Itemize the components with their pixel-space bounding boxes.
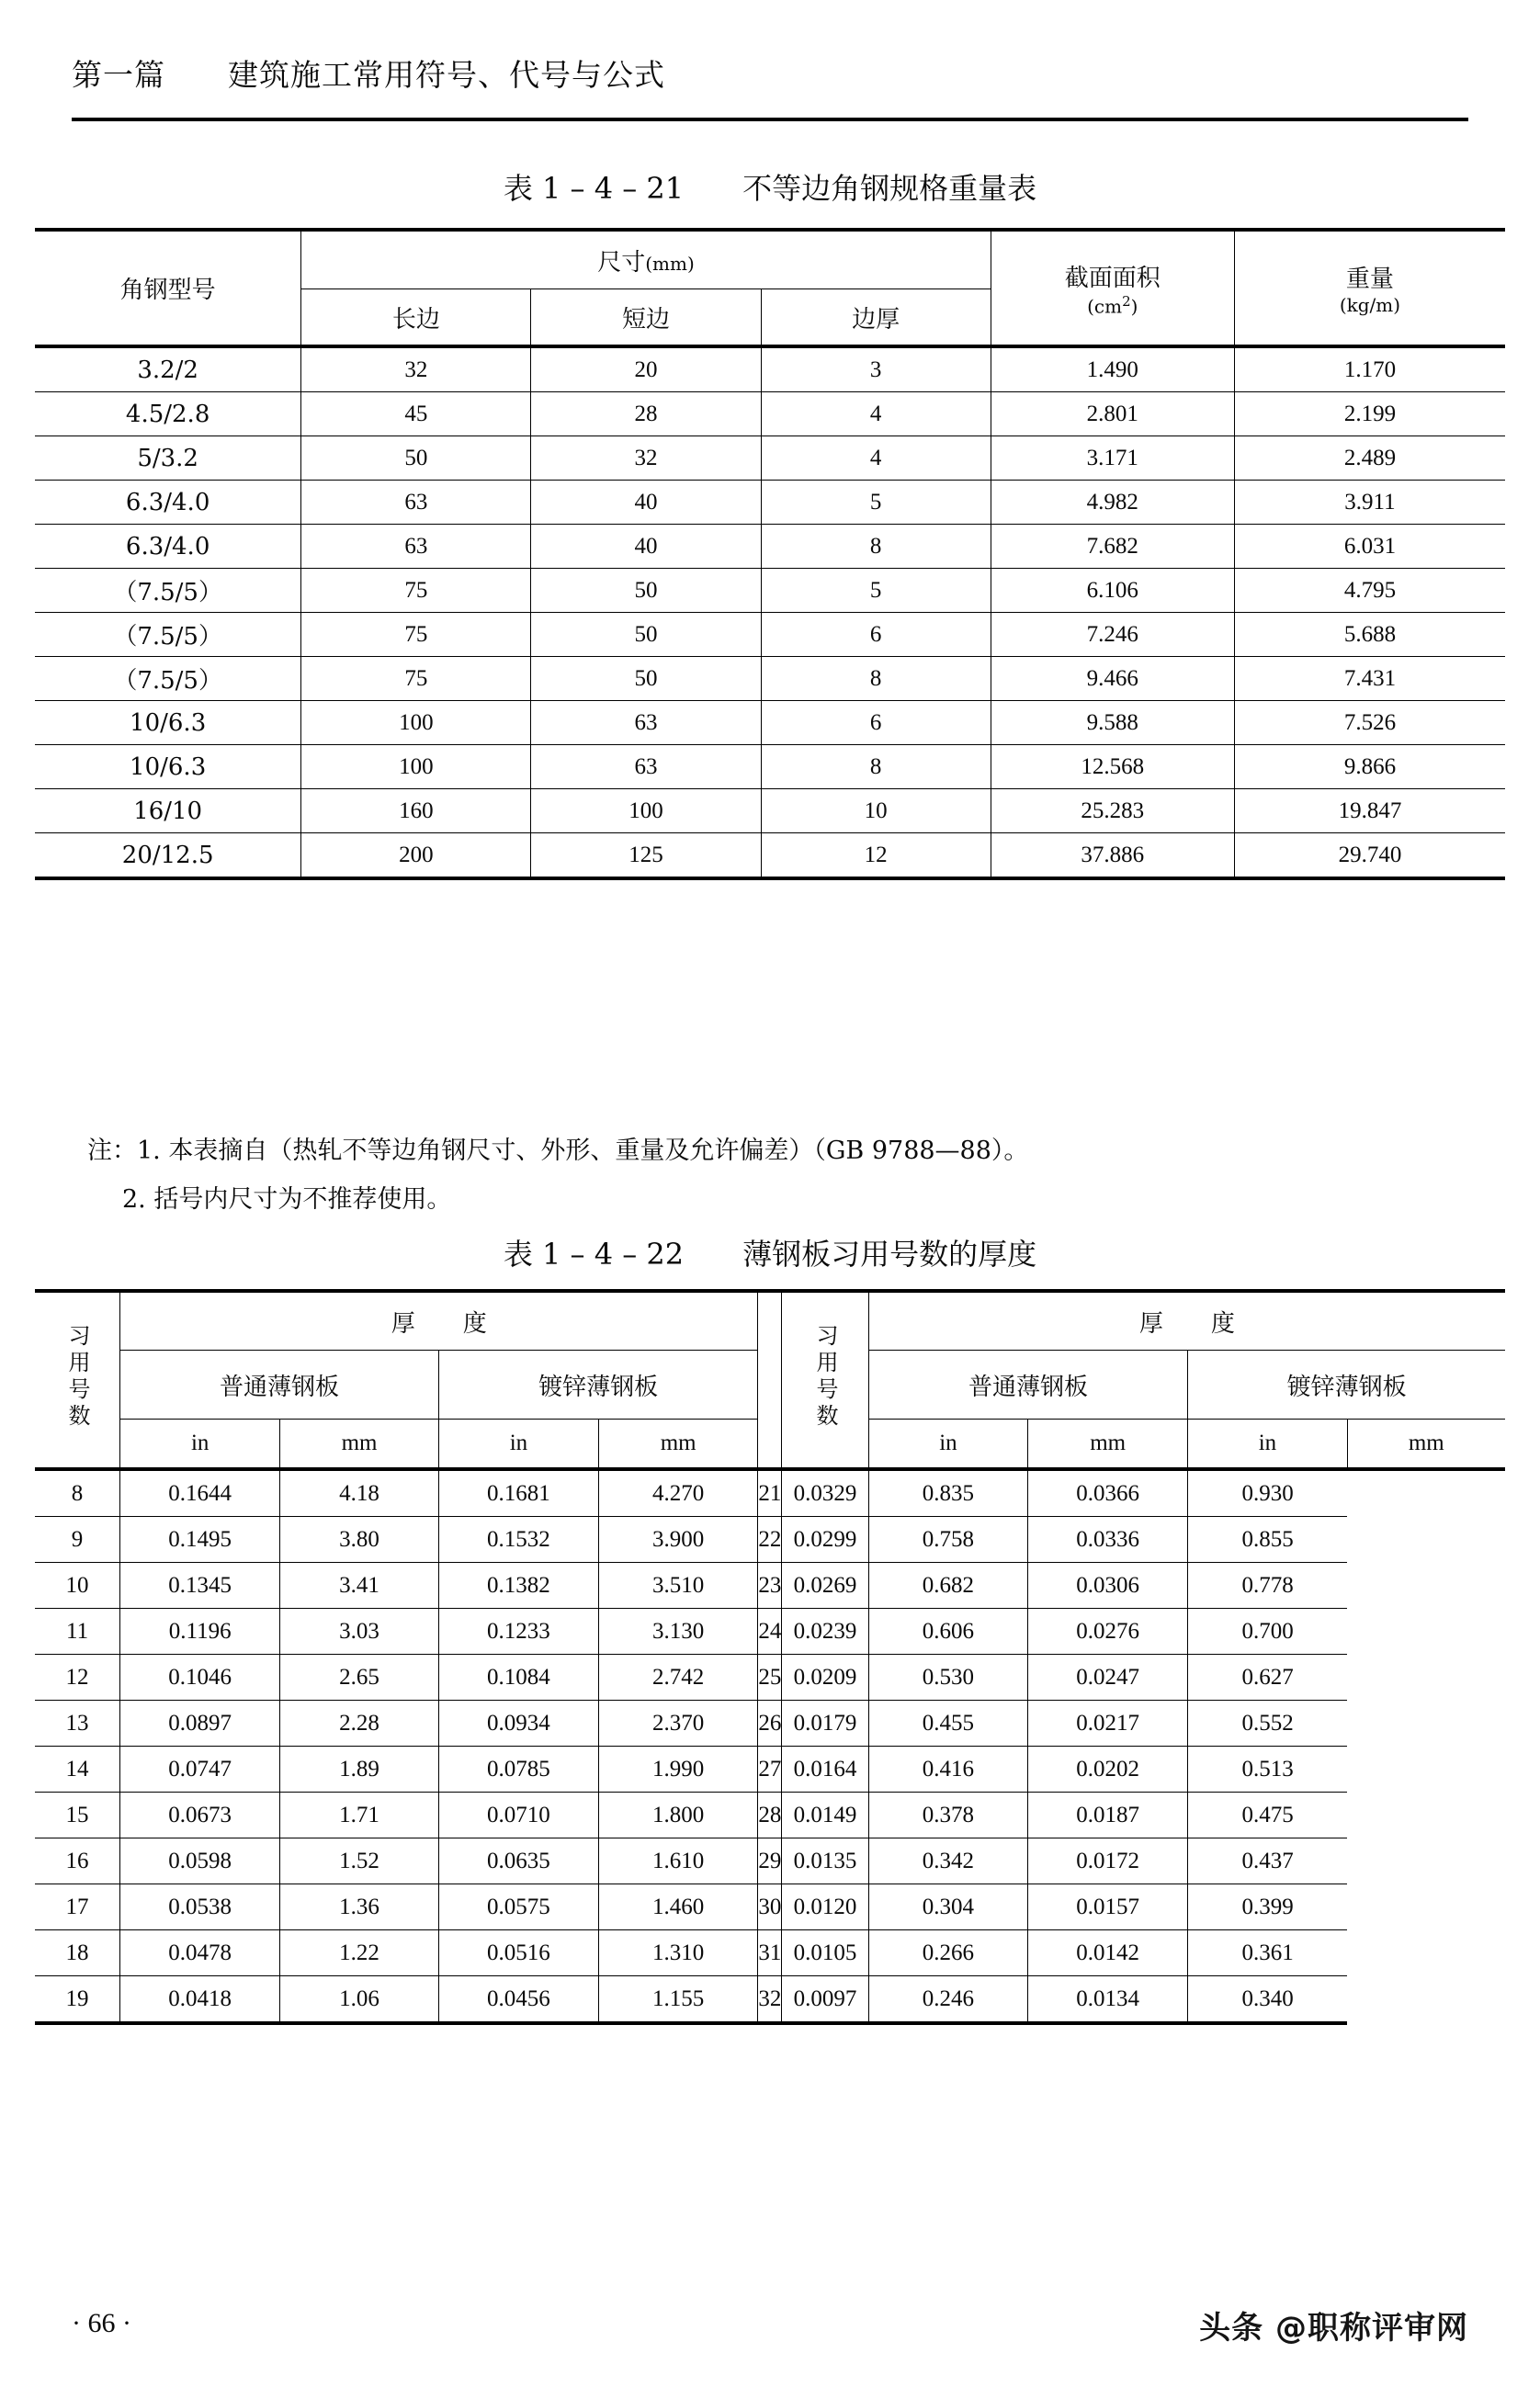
header-plain-in-left: in [120,1420,280,1470]
cell-model: 4.5/2.8 [35,392,301,436]
cell-galv-mm-left: 3.510 [598,1563,757,1609]
cell-plain-mm-right: 0.304 [868,1884,1027,1930]
cell-weight: 9.866 [1234,745,1505,789]
cell-number-right: 21 [758,1469,782,1517]
cell-plain-mm-left: 1.52 [280,1838,439,1884]
table-row [35,1793,1505,1838]
cell-weight: 2.489 [1234,436,1505,481]
header-thickness-group-right: 厚 度 [868,1291,1505,1351]
cell-galv-mm-left: 1.155 [598,1976,757,2024]
cell-plain-in-right: 0.0209 [782,1655,868,1701]
cell-short-side: 28 [531,392,761,436]
cell-area: 25.283 [991,789,1234,833]
cell-galv-mm-left: 1.800 [598,1793,757,1838]
cell-short-side: 50 [531,657,761,701]
cell-short-side: 50 [531,613,761,657]
table-row [35,1838,1505,1884]
cell-number-left: 8 [35,1469,120,1517]
cell-plain-in-left: 0.1345 [120,1563,280,1609]
cell-long-side: 200 [301,833,531,879]
cell-plain-mm-right: 0.835 [868,1469,1027,1517]
cell-area: 7.246 [991,613,1234,657]
cell-number-right: 24 [758,1609,782,1655]
table-1421-header-row-1 [35,230,1505,289]
cell-weight: 19.847 [1234,789,1505,833]
table-1421 [35,228,1505,880]
cell-number-left: 15 [35,1793,120,1838]
cell-plain-in-right: 0.0135 [782,1838,868,1884]
running-head-text: 第一篇 建筑施工常用符号、代号与公式 [72,57,665,93]
cell-plain-in-right: 0.0329 [782,1469,868,1517]
table-1421-note-2: 2. 括号内尺寸为不推荐使用。 [122,1185,452,1214]
cell-thickness: 8 [761,745,991,789]
cell-short-side: 63 [531,701,761,745]
cell-model: 6.3/4.0 [35,481,301,525]
cell-plain-mm-left: 4.18 [280,1469,439,1517]
cell-galv-in-right: 0.0134 [1028,1976,1188,2024]
cell-weight: 5.688 [1234,613,1505,657]
cell-galv-in-right: 0.0217 [1028,1701,1188,1747]
cell-galv-in-right: 0.0142 [1028,1930,1188,1976]
cell-plain-mm-right: 0.606 [868,1609,1027,1655]
cell-plain-mm-right: 0.342 [868,1838,1027,1884]
cell-plain-in-left: 0.0673 [120,1793,280,1838]
cell-galv-mm-left: 1.460 [598,1884,757,1930]
cell-long-side: 75 [301,657,531,701]
cell-plain-mm-left: 1.06 [280,1976,439,2024]
running-head [72,57,1468,94]
cell-galv-mm-right: 0.700 [1188,1609,1347,1655]
header-thickness: 边厚 [761,289,991,347]
cell-number-left: 12 [35,1655,120,1701]
cell-short-side: 50 [531,569,761,613]
header-area-unit-suffix: ) [1130,295,1138,318]
header-area-label: 截面面积 [1064,264,1161,292]
cell-number-left: 9 [35,1517,120,1563]
cell-plain-mm-left: 1.89 [280,1747,439,1793]
header-galvanized-plate-right: 镀锌薄钢板 [1188,1351,1505,1420]
cell-galv-mm-left: 2.742 [598,1655,757,1701]
cell-thickness: 8 [761,657,991,701]
cell-model: （7.5/5） [35,569,301,613]
table-row [35,1884,1505,1930]
table-row [35,1609,1505,1655]
cell-number-right: 30 [758,1884,782,1930]
cell-thickness: 4 [761,436,991,481]
cell-galv-in-left: 0.1532 [438,1517,598,1563]
table-row [35,392,1505,436]
cell-galv-in-left: 0.0456 [438,1976,598,2024]
header-weight [1234,230,1505,346]
cell-model: （7.5/5） [35,613,301,657]
cell-model: 3.2/2 [35,346,301,392]
cell-galv-mm-right: 0.340 [1188,1976,1347,2024]
cell-galv-mm-right: 0.552 [1188,1701,1347,1747]
cell-number-left: 17 [35,1884,120,1930]
cell-weight: 4.795 [1234,569,1505,613]
cell-galv-mm-right: 0.855 [1188,1517,1347,1563]
cell-galv-in-right: 0.0157 [1028,1884,1188,1930]
cell-plain-in-left: 0.0598 [120,1838,280,1884]
cell-weight: 1.170 [1234,346,1505,392]
cell-galv-in-left: 0.0710 [438,1793,598,1838]
cell-number-left: 18 [35,1930,120,1976]
cell-area: 37.886 [991,833,1234,879]
cell-area: 12.568 [991,745,1234,789]
cell-plain-in-left: 0.1495 [120,1517,280,1563]
cell-galv-in-left: 0.1681 [438,1469,598,1517]
cell-plain-mm-right: 0.758 [868,1517,1027,1563]
cell-galv-in-left: 0.0635 [438,1838,598,1884]
cell-number-right: 28 [758,1793,782,1838]
cell-number-right: 22 [758,1517,782,1563]
cell-thickness: 6 [761,701,991,745]
cell-model: 16/10 [35,789,301,833]
running-head-rule [72,118,1468,121]
cell-plain-mm-left: 2.28 [280,1701,439,1747]
table-row [35,657,1505,701]
header-galv-in-left: in [438,1420,598,1470]
cell-galv-in-right: 0.0306 [1028,1563,1188,1609]
cell-number-right: 32 [758,1976,782,2024]
cell-number-right: 23 [758,1563,782,1609]
cell-short-side: 125 [531,833,761,879]
cell-galv-in-left: 0.0516 [438,1930,598,1976]
table-row [35,789,1505,833]
cell-number-left: 14 [35,1747,120,1793]
cell-plain-mm-right: 0.682 [868,1563,1027,1609]
table-row [35,1563,1505,1609]
cell-area: 3.171 [991,436,1234,481]
cell-galv-mm-right: 0.437 [1188,1838,1347,1884]
table-1422-header-row-1 [35,1291,1505,1351]
cell-plain-mm-left: 1.22 [280,1930,439,1976]
cell-short-side: 63 [531,745,761,789]
header-dimension-group [301,230,991,289]
cell-thickness: 5 [761,569,991,613]
header-plain-plate-left: 普通薄钢板 [120,1351,439,1420]
table-row [35,569,1505,613]
header-galvanized-plate-left: 镀锌薄钢板 [438,1351,758,1420]
cell-galv-in-right: 0.0187 [1028,1793,1188,1838]
cell-galv-in-right: 0.0276 [1028,1609,1188,1655]
cell-plain-in-left: 0.1644 [120,1469,280,1517]
cell-thickness: 8 [761,525,991,569]
table-row [35,1976,1505,2024]
table-row [35,701,1505,745]
cell-plain-in-left: 0.0897 [120,1701,280,1747]
table-1422-caption: 表 1 – 4 – 22 薄钢板习用号数的厚度 [503,1237,1037,1272]
header-dimension-unit: (mm) [645,252,695,275]
table-row [35,1930,1505,1976]
cell-area: 9.466 [991,657,1234,701]
cell-galv-mm-left: 1.990 [598,1747,757,1793]
header-galv-mm-left: mm [598,1420,757,1470]
cell-plain-in-left: 0.0538 [120,1884,280,1930]
header-long-side: 长边 [301,289,531,347]
cell-galv-in-right: 0.0202 [1028,1747,1188,1793]
cell-plain-in-right: 0.0269 [782,1563,868,1609]
cell-galv-in-right: 0.0336 [1028,1517,1188,1563]
cell-long-side: 160 [301,789,531,833]
cell-thickness: 6 [761,613,991,657]
cell-model: （7.5/5） [35,657,301,701]
cell-long-side: 100 [301,745,531,789]
cell-number-left: 10 [35,1563,120,1609]
cell-plain-mm-right: 0.378 [868,1793,1027,1838]
header-dimension-label: 尺寸 [597,248,646,277]
cell-long-side: 32 [301,346,531,392]
cell-plain-in-left: 0.0478 [120,1930,280,1976]
cell-galv-in-left: 0.1233 [438,1609,598,1655]
table-1421-caption: 表 1 – 4 – 21 不等边角钢规格重量表 [503,171,1037,206]
cell-number-left: 11 [35,1609,120,1655]
cell-short-side: 100 [531,789,761,833]
cell-galv-in-right: 0.0247 [1028,1655,1188,1701]
cell-galv-in-left: 0.1382 [438,1563,598,1609]
cell-plain-in-left: 0.1046 [120,1655,280,1701]
table-row [35,346,1505,392]
cell-galv-mm-left: 1.610 [598,1838,757,1884]
cell-area: 4.982 [991,481,1234,525]
cell-plain-in-right: 0.0120 [782,1884,868,1930]
header-weight-label: 重量 [1345,266,1394,293]
cell-plain-in-right: 0.0097 [782,1976,868,2024]
cell-weight: 6.031 [1234,525,1505,569]
cell-plain-in-right: 0.0299 [782,1517,868,1563]
cell-model: 20/12.5 [35,833,301,879]
cell-plain-mm-right: 0.416 [868,1747,1027,1793]
cell-plain-mm-left: 1.71 [280,1793,439,1838]
cell-long-side: 75 [301,613,531,657]
table-row [35,436,1505,481]
cell-galv-in-left: 0.0934 [438,1701,598,1747]
cell-galv-mm-right: 0.361 [1188,1930,1347,1976]
cell-number-right: 27 [758,1747,782,1793]
cell-galv-mm-left: 4.270 [598,1469,757,1517]
cell-model: 6.3/4.0 [35,525,301,569]
cell-long-side: 100 [301,701,531,745]
watermark: 头条 @职称评审网 [1199,2310,1468,2347]
cell-plain-in-left: 0.0747 [120,1747,280,1793]
cell-weight: 2.199 [1234,392,1505,436]
header-weight-unit: (kg/m) [1339,294,1401,316]
cell-area: 9.588 [991,701,1234,745]
cell-number-right: 25 [758,1655,782,1701]
cell-plain-mm-right: 0.246 [868,1976,1027,2024]
cell-plain-in-right: 0.0239 [782,1609,868,1655]
table-row [35,1747,1505,1793]
cell-short-side: 20 [531,346,761,392]
center-divider [758,1291,782,1469]
header-plain-in-right: in [868,1420,1027,1470]
cell-thickness: 5 [761,481,991,525]
cell-galv-mm-right: 0.930 [1188,1469,1347,1517]
header-area-unit-sup: 2 [1122,292,1131,310]
table-row [35,745,1505,789]
header-number-left [35,1291,120,1469]
cell-plain-in-left: 0.1196 [120,1609,280,1655]
header-plain-plate-right: 普通薄钢板 [868,1351,1188,1420]
cell-long-side: 45 [301,392,531,436]
header-model: 角钢型号 [35,230,301,346]
header-plain-mm-left: mm [280,1420,439,1470]
cell-galv-mm-right: 0.778 [1188,1563,1347,1609]
cell-plain-in-left: 0.0418 [120,1976,280,2024]
cell-number-right: 26 [758,1701,782,1747]
header-number-right [782,1291,868,1469]
cell-galv-mm-left: 3.900 [598,1517,757,1563]
cell-galv-in-right: 0.0172 [1028,1838,1188,1884]
table-row [35,833,1505,879]
cell-short-side: 40 [531,525,761,569]
table-row [35,1655,1505,1701]
cell-galv-mm-left: 2.370 [598,1701,757,1747]
cell-area: 2.801 [991,392,1234,436]
cell-galv-mm-left: 1.310 [598,1930,757,1976]
cell-weight: 7.431 [1234,657,1505,701]
cell-number-left: 16 [35,1838,120,1884]
cell-plain-mm-right: 0.530 [868,1655,1027,1701]
table-row [35,481,1505,525]
cell-thickness: 10 [761,789,991,833]
header-area-unit [991,293,1234,318]
cell-plain-mm-right: 0.266 [868,1930,1027,1976]
cell-thickness: 12 [761,833,991,879]
cell-number-left: 19 [35,1976,120,2024]
cell-galv-in-left: 0.0575 [438,1884,598,1930]
cell-thickness: 4 [761,392,991,436]
cell-number-right: 29 [758,1838,782,1884]
header-area-unit-prefix: (cm [1087,295,1123,318]
cell-long-side: 63 [301,481,531,525]
cell-galv-in-left: 0.0785 [438,1747,598,1793]
cell-long-side: 50 [301,436,531,481]
table-1421-note-1: 注：1. 本表摘自（热轧不等边角钢尺寸、外形、重量及允许偏差）（GB 9788—88）。 [87,1137,1029,1165]
cell-area: 7.682 [991,525,1234,569]
cell-area: 1.490 [991,346,1234,392]
header-number-left-label: 习用号数 [64,1323,91,1431]
header-galv-mm-right: mm [1347,1420,1505,1470]
header-area [991,230,1234,346]
cell-model: 10/6.3 [35,701,301,745]
cell-long-side: 63 [301,525,531,569]
table-row [35,1517,1505,1563]
table-1422 [35,1289,1505,2025]
cell-plain-in-right: 0.0164 [782,1747,868,1793]
cell-number-left: 13 [35,1701,120,1747]
cell-thickness: 3 [761,346,991,392]
cell-galv-in-right: 0.0366 [1028,1469,1188,1517]
header-number-right-label: 习用号数 [812,1323,839,1431]
cell-plain-mm-left: 3.41 [280,1563,439,1609]
header-plain-mm-right: mm [1028,1420,1188,1470]
cell-galv-mm-right: 0.475 [1188,1793,1347,1838]
cell-galv-mm-right: 0.627 [1188,1655,1347,1701]
cell-plain-mm-left: 3.03 [280,1609,439,1655]
cell-weight: 3.911 [1234,481,1505,525]
cell-galv-mm-right: 0.399 [1188,1884,1347,1930]
table-row [35,1469,1505,1517]
cell-model: 10/6.3 [35,745,301,789]
cell-short-side: 40 [531,481,761,525]
cell-plain-mm-left: 2.65 [280,1655,439,1701]
cell-weight: 29.740 [1234,833,1505,879]
cell-long-side: 75 [301,569,531,613]
header-short-side: 短边 [531,289,761,347]
table-row [35,1701,1505,1747]
cell-plain-mm-left: 3.80 [280,1517,439,1563]
table-1422-body [35,1469,1505,2023]
cell-galv-mm-right: 0.513 [1188,1747,1347,1793]
table-row [35,613,1505,657]
cell-area: 6.106 [991,569,1234,613]
cell-plain-in-right: 0.0105 [782,1930,868,1976]
header-galv-in-right: in [1188,1420,1347,1470]
cell-plain-mm-left: 1.36 [280,1884,439,1930]
header-thickness-group-left: 厚 度 [120,1291,758,1351]
page-number: · 66 · [72,2308,131,2338]
cell-weight: 7.526 [1234,701,1505,745]
cell-plain-in-right: 0.0149 [782,1793,868,1838]
cell-galv-mm-left: 3.130 [598,1609,757,1655]
cell-model: 5/3.2 [35,436,301,481]
cell-short-side: 32 [531,436,761,481]
cell-galv-in-left: 0.1084 [438,1655,598,1701]
table-1421-body [35,346,1505,878]
cell-number-right: 31 [758,1930,782,1976]
cell-plain-in-right: 0.0179 [782,1701,868,1747]
table-row [35,525,1505,569]
cell-plain-mm-right: 0.455 [868,1701,1027,1747]
